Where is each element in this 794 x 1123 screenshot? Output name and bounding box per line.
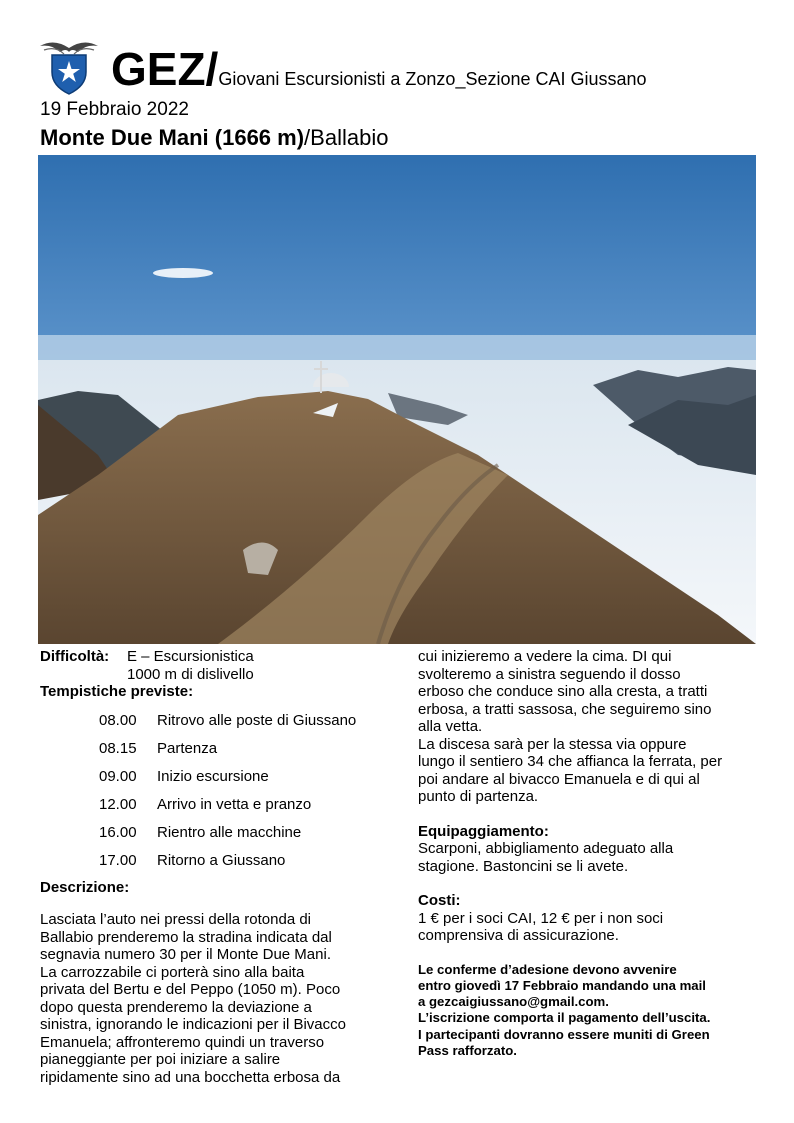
left-column <box>40 648 390 1086</box>
schedule-text: Arrivo in vetta e pranzo <box>157 795 312 813</box>
description-text-right <box>418 648 758 806</box>
schedule-time: 16.00 <box>99 823 137 841</box>
notice-line: a gezcaigiussano@gmail.com. <box>418 994 609 1010</box>
difficulty-elevation: 1000 m di dislivello <box>127 665 254 683</box>
description-label: Descrizione: <box>40 878 130 896</box>
event-date: 19 Febbraio 2022 <box>40 99 189 120</box>
description-line: svolteremo a sinistra seguendo il dosso <box>418 665 681 683</box>
schedule-time: 12.00 <box>99 795 137 813</box>
schedule-text: Inizio escursione <box>157 767 269 785</box>
organization-header <box>111 42 647 96</box>
description-line: ripidamente sino ad una bocchetta erbosa da <box>40 1068 341 1086</box>
description-line: dopo questa prenderemo la deviazione a <box>40 998 312 1016</box>
schedule-label: Tempistiche previste: <box>40 683 194 700</box>
registration-notice <box>418 962 758 1060</box>
difficulty-label: Difficoltà: <box>40 648 110 665</box>
notice-line: entro giovedì 17 Febbraio mandando una mail <box>418 977 706 993</box>
notice-line: I partecipanti dovranno essere muniti di Green <box>418 1026 710 1042</box>
costs-section <box>418 892 758 945</box>
difficulty-section <box>40 648 390 683</box>
description-line: Lasciata l’auto nei pressi della rotonda di <box>40 911 312 928</box>
brand-name: GEZ/ <box>111 43 219 95</box>
notice-line: Pass rafforzato. <box>418 1042 517 1058</box>
description-line: privata del Bertu e del Peppo (1050 m). Poco <box>40 981 341 998</box>
schedule-text: Rientro alle macchine <box>157 823 302 841</box>
equipment-line: stagione. Bastoncini se li avete. <box>418 857 629 875</box>
title-location: /Ballabio <box>304 125 389 150</box>
schedule-time: 17.00 <box>99 851 137 869</box>
description-line: erbosa, a tratti sassosa, che seguiremo sino <box>418 700 712 718</box>
notice-line: L’iscrizione comporta il pagamento dell’uscita. <box>418 1010 711 1026</box>
description-line: lungo il sentiero 34 che affianca la ferrata, per <box>418 753 723 770</box>
cai-logo-icon <box>38 38 100 96</box>
description-line: punto di partenza. <box>418 788 539 805</box>
page-title <box>40 125 388 151</box>
schedule-row <box>40 847 390 875</box>
description-text-left <box>40 911 390 1086</box>
costs-label: Costi: <box>418 892 461 909</box>
schedule-time: 09.00 <box>99 767 137 785</box>
schedule-time: 08.00 <box>99 711 137 729</box>
description-line: erboso che conduce sino alla cresta, a tratti <box>418 683 708 700</box>
mountain-photo <box>38 155 756 644</box>
equipment-line: Scarponi, abbigliamento adeguato alla <box>418 840 674 857</box>
description-line: Ballabio prenderemo la stradina indicata dal <box>40 928 332 946</box>
description-line: pianeggiante per poi iniziare a salire <box>40 1051 281 1068</box>
description-line: La discesa sarà per la stessa via oppure <box>418 735 687 753</box>
right-column <box>418 648 758 1059</box>
description-line: sinistra, ignorando le indicazioni per il Bivacco <box>40 1016 346 1033</box>
costs-line: comprensiva di assicurazione. <box>418 927 619 944</box>
costs-line: 1 € per i soci CAI, 12 € per i non soci <box>418 909 664 927</box>
schedule-row <box>40 791 390 819</box>
schedule-list <box>40 707 390 875</box>
description-line: alla vetta. <box>418 718 483 735</box>
description-line: poi andare al bivacco Emanuela e di qui al <box>418 770 700 788</box>
equipment-section <box>418 823 758 876</box>
schedule-text: Ritorno a Giussano <box>157 851 286 869</box>
description-line: Emanuela; affronteremo quindi un traverso <box>40 1033 325 1051</box>
schedule-row <box>40 819 390 847</box>
difficulty-grade: E – Escursionistica <box>127 648 254 665</box>
notice-line: Le conferme d’adesione devono avvenire <box>418 961 677 977</box>
schedule-row <box>40 707 390 735</box>
equipment-label: Equipaggiamento: <box>418 822 549 840</box>
description-line: segnavia numero 30 per il Monte Due Mani. <box>40 946 331 963</box>
brand-subtitle: Giovani Escursionisti a Zonzo_Sezione CAI Giussano <box>218 69 647 89</box>
description-line: La carrozzabile ci porterà sino alla baita <box>40 963 305 981</box>
schedule-text: Partenza <box>157 739 218 757</box>
schedule-row <box>40 735 390 763</box>
title-main: Monte Due Mani (1666 m) <box>40 125 305 150</box>
schedule-text: Ritrovo alle poste di Giussano <box>157 711 357 729</box>
schedule-row <box>40 763 390 791</box>
schedule-time: 08.15 <box>99 739 137 757</box>
description-line: cui inizieremo a vedere la cima. DI qui <box>418 648 672 665</box>
